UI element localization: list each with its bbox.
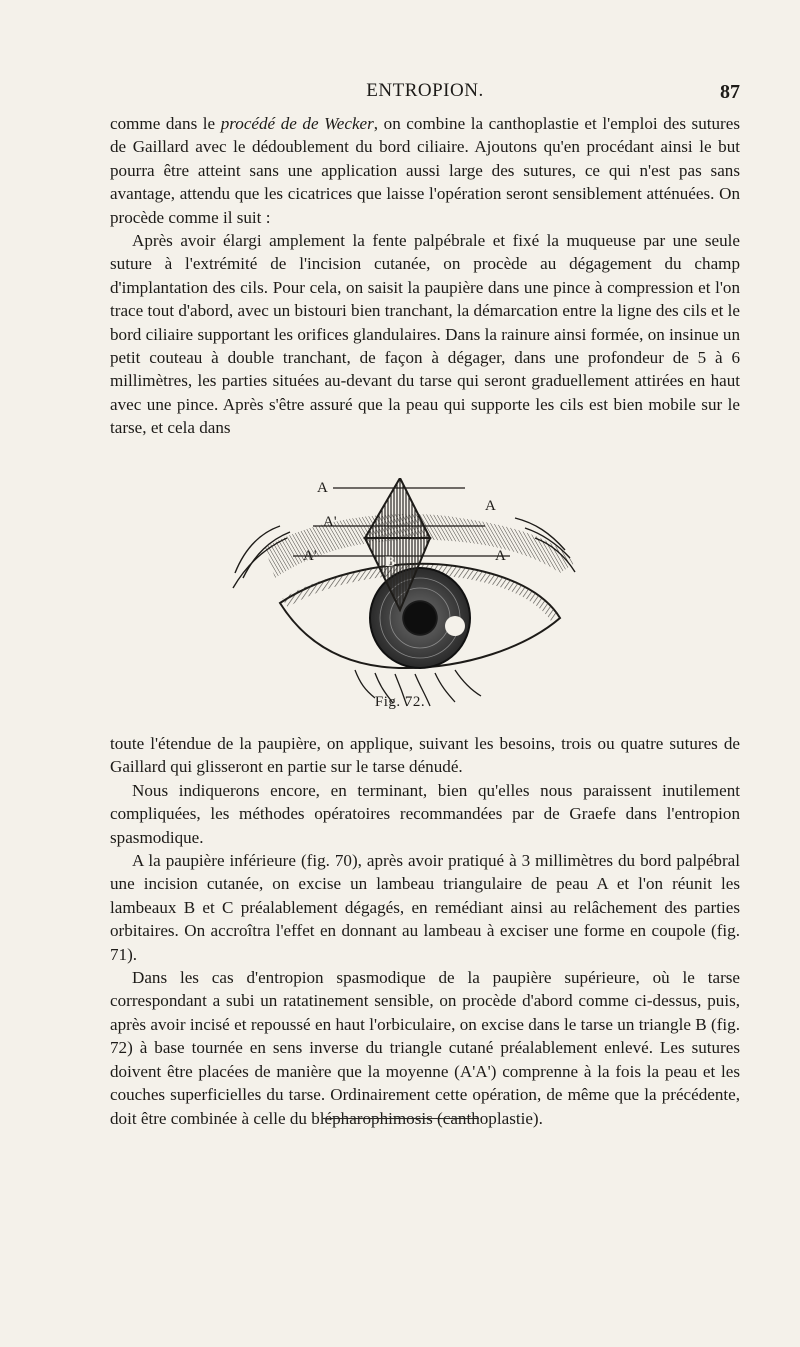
running-title: ENTROPION.	[366, 80, 484, 101]
label-a-mid-left: A'	[303, 548, 317, 564]
paragraph: Dans les cas d'entropion spasmodique de la paupière supérieure, où le tarse correspondant a subi un ratatinement sensible, on procède d'abord comme ci-dessus, puis, après avoir incisé et repoussé en haut l'orbiculaire, on excise dans le tarse un triangle B (fig. 72) à base tournée en sens inverse du triangle cutané préalablement enlevé. Les sutures doivent être placées de manière que la moyenne (A'A') comprenne à la fois la peau et les couches superficielles du tarse. Ordinairement cette opération, de même que la précédente, doit être combinée à celle du blépharophimosis (canthoplastie).	[110, 968, 740, 1128]
figure-caption: Fig. 72.	[374, 694, 426, 710]
paragraph: comme dans le procédé de de Wecker, on combine la canthoplastie et l'emploi des sutures de Gaillard avec le dédoublement du bord ciliaire. Ajoutons qu'en procédant ainsi le but pourra être atteint sans une application aussi large des sutures, ce qui n'est pas sans avantage, attendu que les cicatrices que laisse l'opération seront sensiblement atténuées. On procède comme il suit :	[110, 114, 740, 227]
pupil	[404, 602, 436, 634]
page-number: 87	[720, 81, 740, 103]
paragraph: Après avoir élargi amplement la fente palpébrale et fixé la muqueuse par une seule suture à l'extrémité de l'incision cutanée, on procède au dégagement du champ d'implantation des cils. Pour cela, on saisit la paupière dans une pince à compression et l'on trace tout d'abord, avec un bistouri bien tranchant, la démarcation entre la ligne des cils et le bord ciliaire supportant les orifices glandulaires. Dans la rainure ainsi formée, on insinue un petit couteau à double tranchant, de façon à dégager, dans une profondeur de 5 à 6 millimètres, les parties situées au-devant du tarse qui seront graduellement attirées en haut avec une pince. Après s'être assuré que la peau qui supporte les cils est bien mobile sur le tarse, et cela dans	[110, 231, 740, 438]
running-head	[110, 80, 740, 108]
label-a-top-left: A	[317, 480, 328, 496]
label-a-prime-right: A	[495, 548, 506, 564]
label-b: B	[385, 554, 396, 570]
emphasis-text: procédé de de Wecker	[220, 114, 374, 133]
figure-eye-illustration	[225, 478, 590, 708]
label-a-top-right: A	[485, 498, 496, 514]
text-block-top	[110, 112, 740, 440]
text-block-bottom	[110, 732, 740, 1130]
paragraph: toute l'étendue de la paupière, on applique, suivant les besoins, trois ou quatre sutures de Gaillard qui glisseront en partie sur le tarse dénudé.	[110, 734, 740, 777]
triangle-a	[365, 478, 430, 538]
end-rule	[323, 1118, 479, 1119]
paragraph: A la paupière inférieure (fig. 70), après avoir pratiqué à 3 millimètres du bord palpébral une incision cutanée, on excise un lambeau triangulaire de peau A et l'on réunit les lambeaux B et C préalablement dégagés, en remédiant ainsi au relâchement des parties orbitaires. On accroîtra l'effet en donnant au lambeau à exciser une forme en coupole (fig. 71).	[110, 851, 740, 964]
paragraph: Nous indiquerons encore, en terminant, bien qu'elles nous paraissent inutilement compliquées, les méthodes opératoires recommandées par de Graefe dans l'entropion spasmodique.	[110, 780, 740, 847]
label-a-prime-left: A'	[323, 514, 337, 530]
